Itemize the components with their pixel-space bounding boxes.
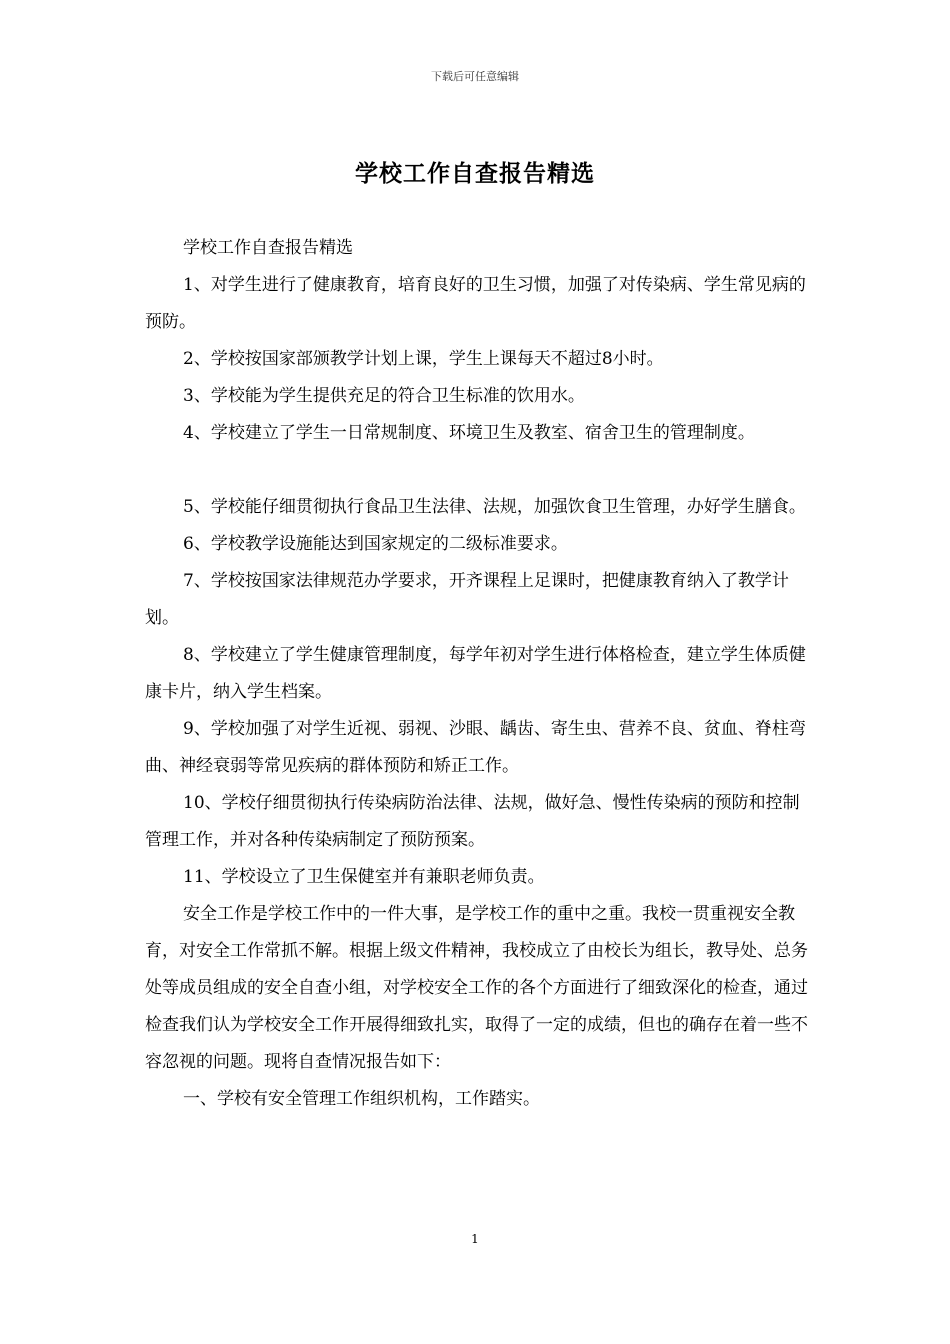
page-number: 1 bbox=[471, 1232, 479, 1246]
paragraph-item-8: 8、学校建立了学生健康管理制度，每学年初对学生进行体格检查，建立学生体质健康卡片，纳入学生档案。 bbox=[145, 645, 806, 702]
document-body bbox=[145, 230, 810, 1118]
paragraph-subtitle: 学校工作自查报告精选 bbox=[183, 238, 353, 258]
paragraph-item-9: 9、学校加强了对学生近视、弱视、沙眼、龋齿、寄生虫、营养不良、贫血、脊柱弯曲、神经衰弱等常见疾病的群体预防和矫正工作。 bbox=[145, 719, 806, 776]
paragraph-section-1: 一、学校有安全管理工作组织机构，工作踏实。 bbox=[183, 1089, 540, 1109]
paragraph-item-7: 7、学校按国家法律规范办学要求，开齐课程上足课时，把健康教育纳入了教学计划。 bbox=[145, 571, 789, 628]
paragraph-item-4: 4、学校建立了学生一日常规制度、环境卫生及教室、宿舍卫生的管理制度。 bbox=[183, 423, 755, 443]
paragraph-item-1: 1、对学生进行了健康教育，培育良好的卫生习惯，加强了对传染病、学生常见病的预防。 bbox=[145, 275, 806, 332]
paragraph-item-3: 3、学校能为学生提供充足的符合卫生标准的饮用水。 bbox=[183, 386, 585, 406]
paragraph-item-11: 11、学校设立了卫生保健室并有兼职老师负责。 bbox=[183, 867, 545, 887]
document-title: 学校工作自查报告精选 bbox=[355, 161, 595, 187]
paragraph-item-5: 5、学校能仔细贯彻执行食品卫生法律、法规，加强饮食卫生管理，办好学生膳食。 bbox=[183, 497, 806, 517]
paragraph-item-2: 2、学校按国家部颁教学计划上课，学生上课每天不超过8小时。 bbox=[183, 349, 664, 369]
paragraph-safety-intro: 安全工作是学校工作中的一件大事，是学校工作的重中之重。我校一贯重视安全教育，对安全工作常抓不解。根据上级文件精神，我校成立了由校长为组长，教导处、总务处等成员组成的安全自查小组，对学校安全工作的各个方面进行了细致深化的检查，通过检查我们认为学校安全工作开展得细致扎实，取得了一定的成绩，但也的确存在着一些不容忽视的问题。现将自查情况报告如下： bbox=[145, 904, 808, 1072]
paragraph-item-6: 6、学校教学设施能达到国家规定的二级标准要求。 bbox=[183, 534, 568, 554]
page-header-note: 下载后可任意编辑 bbox=[431, 70, 519, 83]
paragraph-item-10: 10、学校仔细贯彻执行传染病防治法律、法规，做好急、慢性传染病的预防和控制管理工作，并对各种传染病制定了预防预案。 bbox=[145, 793, 800, 850]
